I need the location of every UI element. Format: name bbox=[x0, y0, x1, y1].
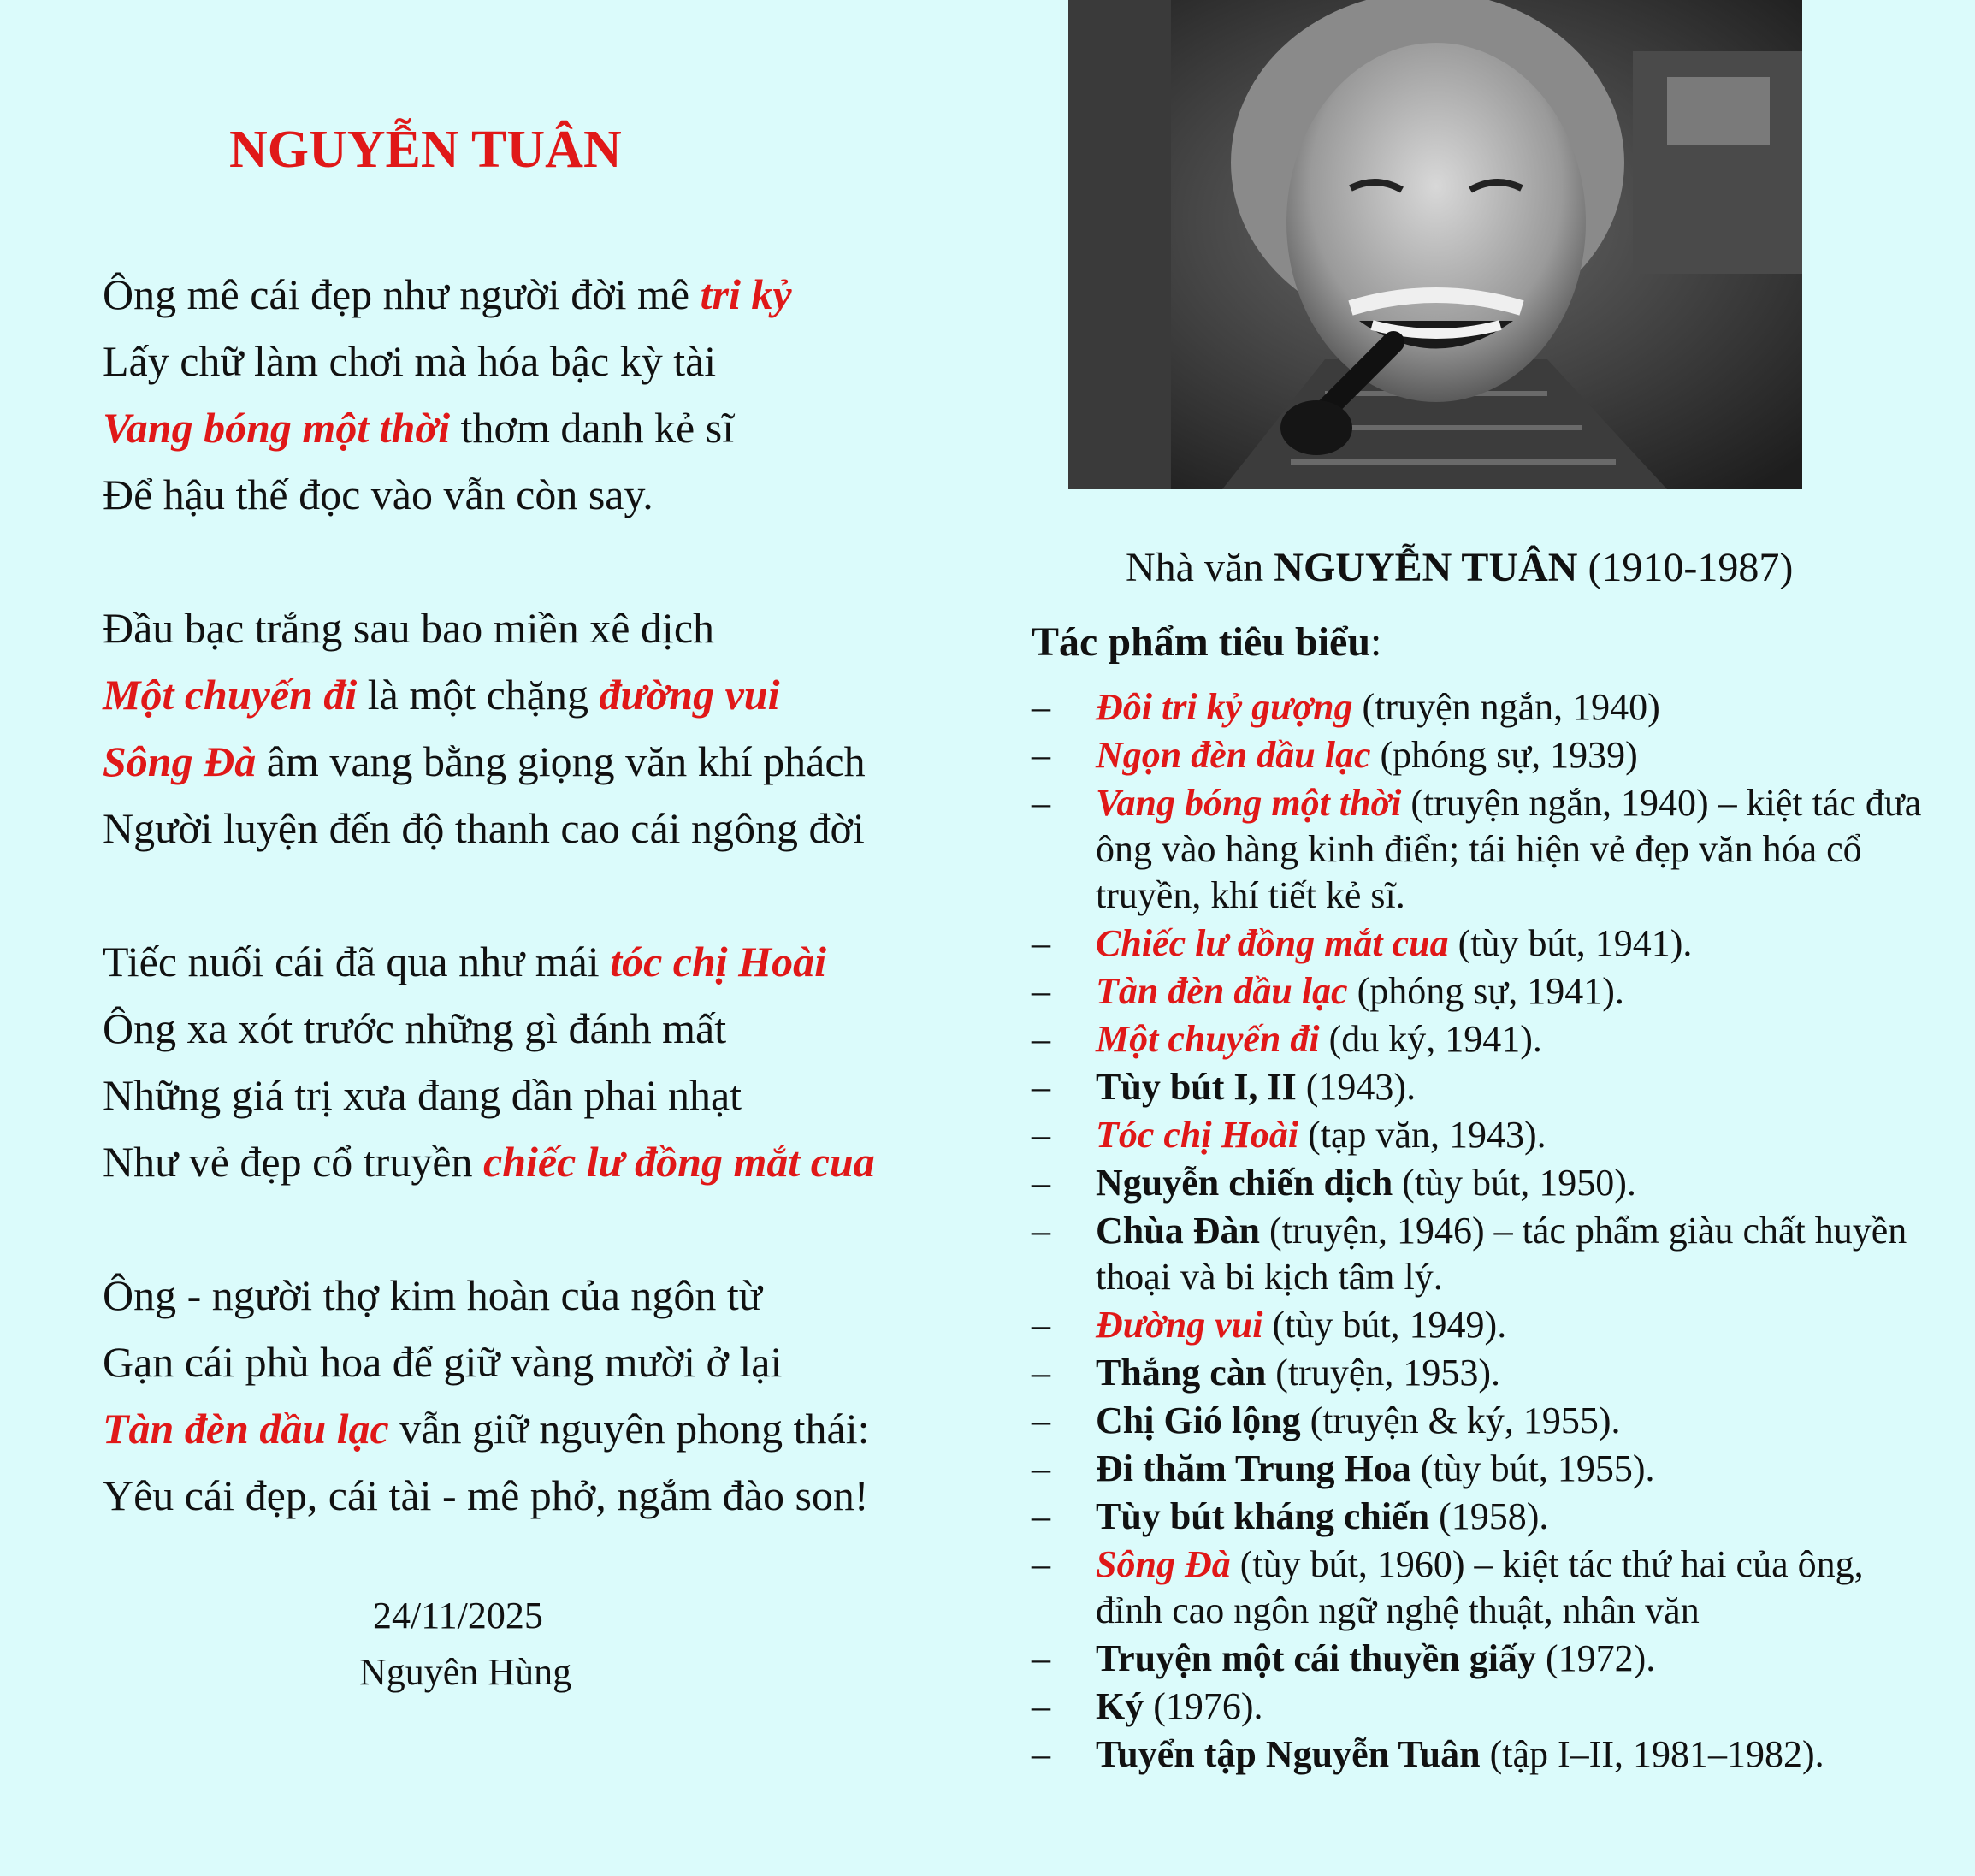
text-run: vẫn giữ nguyên phong thái: bbox=[388, 1405, 870, 1453]
text-run: Ông mê cái đẹp như người đời mê bbox=[103, 270, 701, 318]
highlighted-title: Chiếc lư đồng mắt cua bbox=[1096, 922, 1449, 964]
highlighted-title: Vang bóng một thời bbox=[1096, 782, 1402, 824]
works-list bbox=[1032, 684, 1938, 1779]
poem-line bbox=[103, 1329, 958, 1395]
bold-text: NGUYỄN TUÂN bbox=[1274, 545, 1578, 590]
bold-text: Đi thăm Trung Hoa bbox=[1096, 1447, 1411, 1489]
poem-line bbox=[103, 394, 958, 461]
text-run: (truyện & ký, 1955). bbox=[1300, 1400, 1621, 1441]
text-run: (truyện ngắn, 1940) bbox=[1352, 686, 1660, 728]
works-list-item bbox=[1032, 1064, 1938, 1110]
poem-line bbox=[103, 1062, 958, 1128]
poem-line bbox=[103, 1395, 958, 1462]
portrait-image bbox=[1068, 0, 1802, 489]
poem-stanza bbox=[103, 1262, 958, 1529]
bold-text: Truyện một cái thuyền giấy bbox=[1096, 1637, 1536, 1679]
works-list-item bbox=[1032, 1731, 1938, 1778]
works-list-item bbox=[1032, 1398, 1938, 1444]
poem-line bbox=[103, 928, 958, 995]
highlighted-title: Tàn đèn dầu lạc bbox=[103, 1405, 389, 1453]
text-run: Người luyện đến độ thanh cao cái ngông đời bbox=[103, 804, 865, 852]
text-run: Như vẻ đẹp cổ truyền bbox=[103, 1138, 484, 1186]
works-list-item bbox=[1032, 1636, 1938, 1682]
bold-text: Thắng càn bbox=[1096, 1352, 1267, 1394]
highlighted-title: chiếc lư đồng mắt cua bbox=[483, 1138, 875, 1186]
text-run: (du ký, 1941). bbox=[1319, 1018, 1542, 1060]
list-dash: – bbox=[1032, 1447, 1050, 1489]
works-list-item bbox=[1032, 684, 1938, 731]
poem-signature bbox=[359, 1588, 633, 1701]
works-list-item bbox=[1032, 780, 1938, 919]
bold-text: Chị Gió lộng bbox=[1096, 1400, 1301, 1441]
poem-body bbox=[103, 261, 958, 1595]
works-list-item bbox=[1032, 1542, 1938, 1634]
bold-text: Tùy bút I, II bbox=[1096, 1066, 1297, 1108]
text-run: (tập I–II, 1981–1982). bbox=[1480, 1733, 1824, 1775]
text-run: Lấy chữ làm chơi mà hóa bậc kỳ tài bbox=[103, 337, 717, 385]
poem-stanza bbox=[103, 595, 958, 861]
highlighted-title: Vang bóng một thời bbox=[103, 404, 451, 452]
text-run: (phóng sự, 1941). bbox=[1347, 970, 1624, 1012]
text-run: Nhà văn bbox=[1126, 545, 1274, 590]
list-dash: – bbox=[1032, 1066, 1050, 1108]
text-run: Tiếc nuối cái đã qua như mái bbox=[103, 938, 611, 985]
highlighted-title: Một chuyến đi bbox=[1096, 1018, 1320, 1060]
text-run: : bbox=[1370, 619, 1382, 665]
poem-line bbox=[103, 328, 958, 394]
works-list-item bbox=[1032, 968, 1938, 1015]
list-dash: – bbox=[1032, 1210, 1050, 1252]
text-run: (tùy bút, 1950). bbox=[1393, 1162, 1636, 1204]
works-list-item bbox=[1032, 1684, 1938, 1730]
highlighted-title: tóc chị Hoài bbox=[610, 938, 826, 985]
list-dash: – bbox=[1032, 1733, 1050, 1775]
works-list-item bbox=[1032, 1350, 1938, 1396]
poem-stanza bbox=[103, 928, 958, 1195]
list-dash: – bbox=[1032, 1685, 1050, 1727]
list-dash: – bbox=[1032, 1637, 1050, 1679]
list-dash: – bbox=[1032, 734, 1050, 776]
bold-text: Tùy bút kháng chiến bbox=[1096, 1495, 1430, 1537]
text-run: (tạp văn, 1943). bbox=[1298, 1114, 1546, 1156]
text-run: (tùy bút, 1955). bbox=[1410, 1447, 1655, 1489]
poem-line bbox=[103, 661, 958, 728]
works-list-item bbox=[1032, 1112, 1938, 1158]
portrait-caption bbox=[1126, 544, 1793, 591]
highlighted-title: Sông Đà bbox=[103, 737, 257, 785]
list-dash: – bbox=[1032, 782, 1050, 824]
text-run: Yêu cái đẹp, cái tài - mê phở, ngắm đào son! bbox=[103, 1471, 869, 1519]
text-run: (1972). bbox=[1535, 1637, 1656, 1679]
list-dash: – bbox=[1032, 686, 1050, 728]
text-run: (tùy bút, 1960) – kiệt tác thứ hai của ông, đỉnh cao ngôn ngữ nghệ thuật, nhân văn bbox=[1096, 1543, 1864, 1631]
poem-line bbox=[103, 995, 958, 1062]
works-heading bbox=[1032, 618, 1381, 666]
poem-line bbox=[103, 1462, 958, 1529]
works-list-item bbox=[1032, 1208, 1938, 1300]
text-run: (truyện, 1946) – tác phẩm giàu chất huyền thoại và bi kịch tâm lý. bbox=[1096, 1210, 1907, 1298]
highlighted-title: Tàn đèn dầu lạc bbox=[1096, 970, 1348, 1012]
text-run: (1943). bbox=[1296, 1066, 1416, 1108]
text-run: (1910-1987) bbox=[1577, 545, 1794, 590]
text-run: (tùy bút, 1949). bbox=[1262, 1304, 1507, 1346]
text-run: Để hậu thế đọc vào vẫn còn say. bbox=[103, 470, 653, 518]
text-run: Đầu bạc trắng sau bao miền xê dịch bbox=[103, 604, 715, 652]
works-list-item bbox=[1032, 1302, 1938, 1348]
highlighted-title: Đường vui bbox=[1096, 1304, 1263, 1346]
list-dash: – bbox=[1032, 1495, 1050, 1537]
list-dash: – bbox=[1032, 1400, 1050, 1441]
text-run: (phóng sự, 1939) bbox=[1370, 734, 1638, 776]
bold-text: Nguyễn chiến dịch bbox=[1096, 1162, 1393, 1204]
poem-line bbox=[103, 1262, 958, 1329]
list-dash: – bbox=[1032, 1543, 1050, 1585]
highlighted-title: tri kỷ bbox=[700, 270, 792, 318]
list-dash: – bbox=[1032, 1304, 1050, 1346]
highlighted-title: Đôi tri kỷ gượng bbox=[1096, 686, 1353, 728]
text-run: Ông xa xót trước những gì đánh mất bbox=[103, 1004, 727, 1052]
list-dash: – bbox=[1032, 1162, 1050, 1204]
poem-line bbox=[103, 595, 958, 661]
text-run: (tùy bút, 1941). bbox=[1448, 922, 1693, 964]
poem-author: Nguyên Hùng bbox=[359, 1651, 572, 1693]
works-list-item bbox=[1032, 1016, 1938, 1062]
works-list-item bbox=[1032, 920, 1938, 967]
poem-line bbox=[103, 728, 958, 795]
author-portrait-photo bbox=[1068, 0, 1802, 489]
text-run: âm vang bằng giọng văn khí phách bbox=[256, 737, 866, 785]
highlighted-title: Sông Đà bbox=[1096, 1543, 1231, 1585]
text-run: Ông - người thợ kim hoàn của ngôn từ bbox=[103, 1271, 762, 1319]
text-run: (1976). bbox=[1144, 1685, 1263, 1727]
highlighted-title: Tóc chị Hoài bbox=[1096, 1114, 1299, 1156]
text-run: Những giá trị xưa đang dần phai nhạt bbox=[103, 1071, 742, 1119]
poem-date: 24/11/2025 bbox=[373, 1595, 543, 1636]
works-list-item bbox=[1032, 732, 1938, 778]
poem-title: NGUYỄN TUÂN bbox=[229, 121, 622, 179]
highlighted-title: đường vui bbox=[599, 671, 780, 719]
text-run: Gạn cái phù hoa để giữ vàng mười ở lại bbox=[103, 1338, 783, 1386]
poem-stanza bbox=[103, 261, 958, 528]
text-run: (1958). bbox=[1429, 1495, 1549, 1537]
poem-line bbox=[103, 795, 958, 861]
bold-text: Ký bbox=[1096, 1685, 1144, 1727]
bold-text: Tác phẩm tiêu biểu bbox=[1032, 619, 1371, 665]
text-run: thơm danh kẻ sĩ bbox=[450, 404, 735, 452]
list-dash: – bbox=[1032, 1114, 1050, 1156]
text-run: (truyện, 1953). bbox=[1266, 1352, 1501, 1394]
text-run: (truyện ngắn, 1940) – kiệt tác đưa ông vào hàng kinh điển; tái hiện vẻ đẹp văn hóa cổ truyền, khí tiết kẻ sĩ. bbox=[1096, 782, 1922, 916]
list-dash: – bbox=[1032, 1352, 1050, 1394]
highlighted-title: Ngọn đèn dầu lạc bbox=[1096, 734, 1371, 776]
list-dash: – bbox=[1032, 1018, 1050, 1060]
highlighted-title: Một chuyến đi bbox=[103, 671, 358, 719]
poem-line bbox=[103, 261, 958, 328]
bold-text: Tuyển tập Nguyễn Tuân bbox=[1096, 1733, 1481, 1775]
works-list-item bbox=[1032, 1494, 1938, 1540]
bold-text: Chùa Đàn bbox=[1096, 1210, 1260, 1252]
poem-line bbox=[103, 1128, 958, 1195]
works-list-item bbox=[1032, 1160, 1938, 1206]
poem-line bbox=[103, 461, 958, 528]
works-list-item bbox=[1032, 1446, 1938, 1492]
list-dash: – bbox=[1032, 922, 1050, 964]
list-dash: – bbox=[1032, 970, 1050, 1012]
text-run: là một chặng bbox=[357, 671, 600, 719]
